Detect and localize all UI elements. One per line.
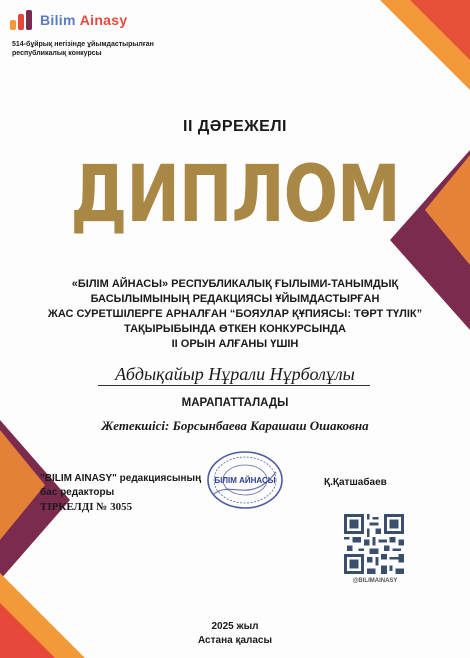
supervisor-line: Жетекшісі: Борсынбаева Карашаш Ошаковна [101, 418, 369, 433]
top-caption-line: республикалық конкурсы [12, 50, 102, 57]
logo-mark-icon [10, 10, 36, 30]
award-description [40, 277, 430, 352]
award-description-line: II ОРЫН АЛҒАНЫ ҮШІН [171, 338, 299, 350]
stamp-text: БІЛІМ АЙНАСЫ [214, 476, 276, 485]
top-caption-line: 514-бұйрық негізінде ұйымдастырылған [12, 41, 154, 48]
award-description-line: ЖАС СУРЕТШІЛЕРГЕ АРНАЛҒАН “БОЯУЛАР ҚҰПИЯСЫ: ТӨРТ ТҮЛІК” [47, 308, 423, 320]
editor-line: "BILIM AINASY" редакциясының [40, 473, 202, 484]
editor-line: бас редакторы [40, 487, 115, 498]
bilim-ainasy-logo [10, 10, 127, 30]
official-stamp [206, 450, 284, 510]
corner-decoration [410, 0, 470, 60]
logo-name-part1: Bilim [40, 12, 76, 28]
social-handle: @BILIMAINASY [352, 578, 398, 584]
editor-block [40, 472, 201, 514]
recipient-name: Абдықайыр Нұрали Нұрболұлы [115, 364, 355, 384]
logo-name-part2: Ainasy [79, 12, 128, 28]
awarded-label: МАРАПАТТАЛАДЫ [181, 397, 289, 409]
issue-year: 2025 жыл [211, 621, 259, 632]
award-description-line: ТАҚЫРЫБЫНДА ӨТКЕН КОНКУРСЫНДА [124, 323, 346, 335]
registration-number: ТІРКЕЛДІ № 3055 [40, 501, 133, 513]
logo-text [40, 12, 127, 28]
top-caption [12, 40, 212, 58]
recipient-underline [98, 385, 370, 386]
issue-city: Астана қаласы [197, 635, 273, 646]
qr-code[interactable] [344, 514, 404, 574]
award-description-line: БАСЫЛЫМЫНЫҢ РЕДАКЦИЯСЫ ҰЙЫМДАСТЫРҒАН [90, 293, 380, 305]
signer-name: Қ.Қатшабаев [324, 477, 387, 488]
award-description-line: «БІЛІМ АЙНАСЫ» РЕСПУБЛИКАЛЫҚ ҒЫЛЫМИ-ТАНЫМДЫҚ [71, 278, 399, 290]
side-decoration [0, 430, 45, 540]
degree-heading: II ДӘРЕЖЕЛІ [183, 118, 287, 135]
diploma-title: ДИПЛОМ [70, 150, 400, 241]
